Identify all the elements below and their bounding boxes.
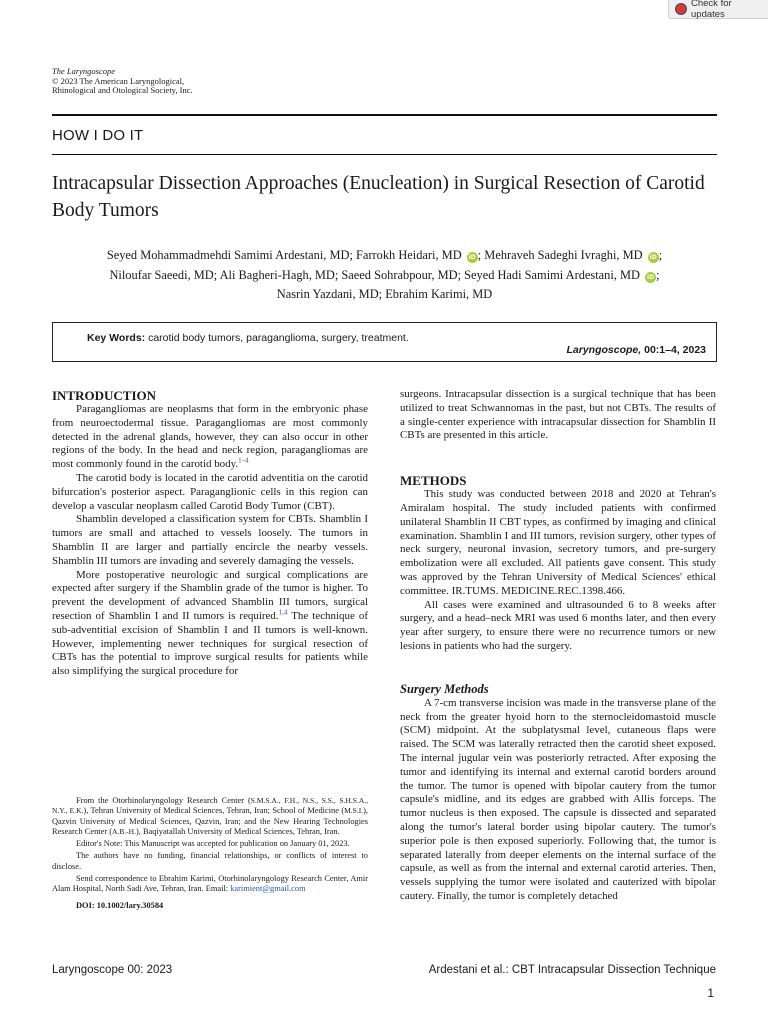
authors-text: Seyed Mohammadmehdi Samimi Ardestani, MD; Farrokh Heidari, MD — [106, 248, 462, 262]
crossmark-icon — [675, 3, 687, 15]
paragraph-text: More postoperative neurologic and surgical complications are expected after surgery if the Shamblin grade of the tumor is higher. To prevent the development of advanced Shamblin III tumors, surgical resection of Shamblin I and II tumors is required. — [52, 568, 368, 622]
paragraph: All cases were examined and ultrasounded 6 to 8 weeks after surgery, and a head–neck MRI was used 6 months later, and then every year after surgery, to ensure there were no recurrence tumors or new lesions in patients who had the surgery. — [400, 598, 716, 652]
orcid-icon[interactable]: iD — [649, 254, 657, 261]
left-column — [52, 388, 368, 679]
footer-journal: Laryngoscope 00: 2023 — [52, 964, 173, 976]
article-title: Intracapsular Dissection Approaches (Enucleation) in Surgical Resection of Carotid Body Tumors — [52, 173, 705, 221]
note-text: S.M.S.A., F.H., N.S., S.S., S.H.S.A., N.Y., E.K. — [52, 796, 368, 816]
section-rule — [52, 154, 717, 155]
doi[interactable]: DOI: 10.1002/lary.30584 — [76, 900, 164, 910]
note-text: From the Otorhinolaryngology Research Center ( — [76, 796, 251, 805]
methods-heading: METHODS — [400, 473, 467, 489]
paragraph: The carotid body is located in the carotid adventitia on the carotid bifurcation's posterior aspect. Paraganglionic cells in this region can develop a vascular neoplasm called Carotid Body Tumor (CBT). — [52, 471, 368, 512]
keywords — [87, 332, 409, 344]
section-label: HOW I DO IT — [52, 127, 144, 144]
footnotes — [52, 796, 368, 911]
paragraph: surgeons. Intracapsular dissection is a surgical technique that has been utilized to treat Schwannomas in the past, but not CBTs. The results of a single-center experience with intracapsular dissection for Shamblin II CBTs are presented in this article. — [400, 388, 716, 442]
note-text: ), Baqiyatallah University of Medical Sciences, Tehran, Iran. — [135, 826, 340, 836]
affiliation-note — [52, 796, 368, 837]
orcid-icon[interactable]: iD — [468, 254, 476, 261]
email-link[interactable]: karimient@gmail.com — [230, 884, 306, 894]
authors-text: ; — [658, 248, 663, 262]
journal-name: The Laryngoscope — [52, 66, 116, 76]
right-column — [400, 388, 716, 904]
citation-details: 00:1–4, 2023 — [641, 344, 706, 356]
keywords-box — [52, 322, 717, 362]
citation-journal: Laryngoscope, — [566, 344, 642, 356]
page-number: 1 — [707, 986, 714, 1000]
journal-info — [52, 67, 193, 96]
journal-copyright: © 2023 The American Laryngological, — [52, 75, 185, 86]
note-text: ), Tehran University of Medical Sciences, Tehran, Iran; School of Medicine ( — [83, 806, 345, 816]
footer-running-title: Ardestani et al.: CBT Intracapsular Dissection Technique — [428, 964, 716, 976]
paragraph — [52, 569, 368, 679]
journal-society: Rhinological and Otological Society, Inc. — [52, 85, 193, 96]
top-rule — [52, 114, 717, 116]
check-for-updates-button[interactable] — [668, 0, 768, 19]
authors-text: ; — [656, 267, 660, 282]
surgery-methods-heading: Surgery Methods — [400, 681, 489, 696]
paragraph-text: Paragangliomas are neoplasms that form in the embryonic phase from neuroectodermal tissue. Paragangliomas are most commonly detected in the adrenal glands, however, they can also occur in other regions of the body. In the head and neck region, paragangliomas are most commonly found in the carotid body. — [52, 403, 368, 471]
author-list — [52, 246, 717, 305]
citation — [567, 344, 707, 356]
check-for-updates-label: Check for updates — [691, 0, 732, 20]
note-text: ), Qazvin University of Medical Sciences, Qazvin, Iran; and the New Hearing Technologies Research Center ( — [52, 806, 368, 836]
introduction-heading: INTRODUCTION — [52, 388, 157, 403]
paragraph: This study was conducted between 2018 and 2020 at Tehran's Amiralam hospital. The study included patients with confirmed unilateral Shamblin II CBT types, as confirmed by imaging and clinical examination. Shamblin I and III tumors, revision surgery, other types of neck surgery, neuronal invasion, secretory tumors, and pre-surgery embolization were all excluded. All patients gave consent. This study was approved by the Tehran University of Medical Sciences' ethical committee. IR.TUMS. MEDICINE.REC.1398.466. — [400, 488, 716, 597]
paragraph: A 7-cm transverse incision was made in the transverse plane of the neck from the greater hyoid horn to the sternocleidomastoid muscle (SCM) midpoint. At the subplatysmal level, cutaneous flaps were raised. The SCM was laterally retracted then the carotid sheet exposed. The internal jugular vein was posteriorly retracted. After exposing the tumor and identifying its internal and external carotid borders around the tumor. The tumor is opened with bipolar cautery from the tumor capsule's midline, and its edges are grabbed with Allis forceps. The tumor nucleus is then exposed. The capsule is dissected and separated along the tumor's lateral border using bipolar cautery. The tumor's superior pole is then exposed superiorly. Following that, the tumor is separated laterally from deeper elements on the internal surface of the capsule, as well as from the internal and external carotid arteries. Then, vessels supplying the tumor were isolated and cauterized with bipolar cautery. Finally, the tumor is completely detached — [400, 696, 716, 902]
keywords-label: Key Words: — [87, 332, 146, 344]
funding-note: The authors have no funding, financial relationships, or conflicts of interest to disclose. — [52, 851, 368, 871]
author-line-2 — [52, 266, 717, 286]
note-text: M.S.I. — [344, 806, 364, 816]
paragraph: Shamblin developed a classification system for CBTs. Shamblin I tumors are small and attached to vessels loosely. The tumors in Shamblin II are larger and partially encircle the nearby vessels. Shamblin III tumors are invading and severely damaging the vessels. — [52, 513, 368, 567]
reference-link[interactable]: 1–4 — [238, 456, 249, 465]
author-line-3: Nasrin Yazdani, MD; Ebrahim Karimi, MD — [276, 287, 493, 301]
authors-text: ; Mehraveh Sadeghi Ivraghi, MD — [477, 248, 643, 262]
orcid-icon[interactable]: iD — [647, 273, 655, 281]
note-text: Send correspondence to Ebrahim Karimi, Otorhinolaryngology Research Center, Amir Alam Hospital, North Sadi Ave, Tehran, Iran. Email: — [52, 874, 368, 894]
reference-link[interactable]: 1,4 — [278, 608, 288, 617]
authors-text: Niloufar Saeedi, MD; Ali Bagheri-Hagh, MD; Saeed Sohrabpour, MD; Seyed Hadi Samimi Ardestani, MD — [109, 267, 640, 282]
paragraph — [52, 403, 368, 472]
editor-note: Editor's Note: This Manuscript was accepted for publication on January 01, 2023. — [76, 839, 350, 849]
keywords-list: carotid body tumors, paraganglioma, surgery, treatment. — [145, 332, 409, 344]
note-text: A.B.-H. — [112, 826, 136, 836]
author-line-1 — [52, 246, 717, 266]
paragraph-text: The technique of sub-adventitial excision of Shamblin I and II tumors is well-known. However, implementing newer techniques for surgical resection of CBTs has the potential to improve surgical results for patients while also simplifying the surgical procedure for — [52, 609, 369, 678]
correspondence-note — [52, 874, 368, 895]
